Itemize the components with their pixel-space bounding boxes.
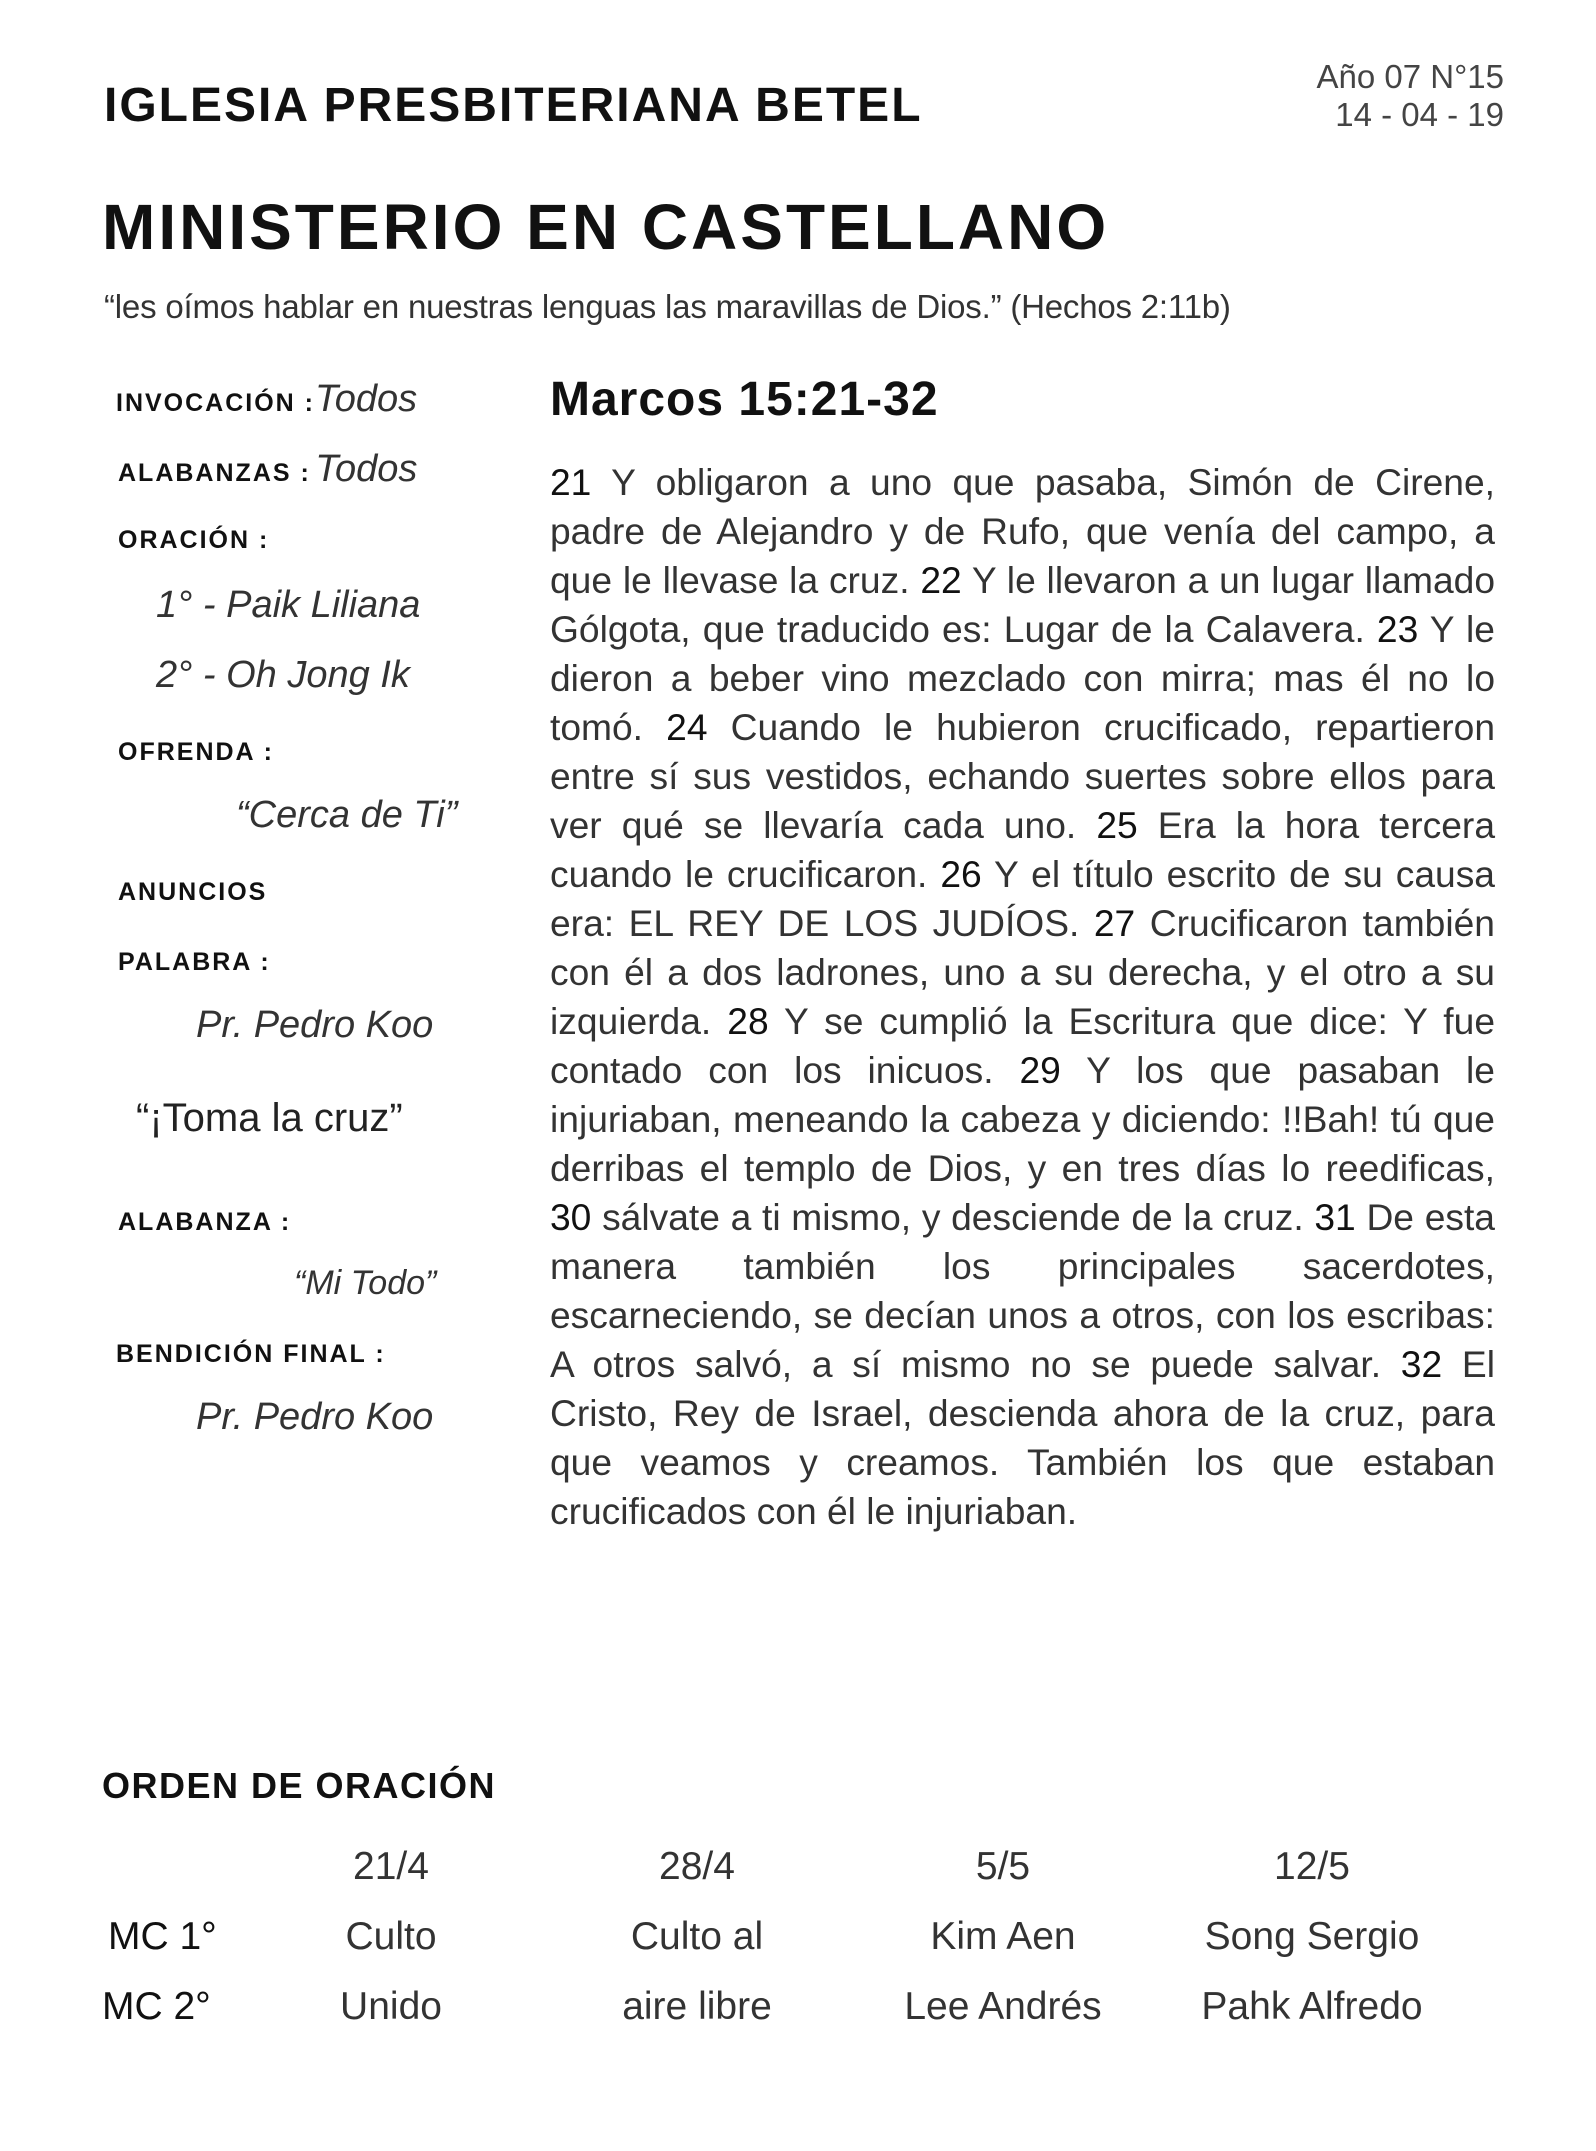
verse-number: 28 <box>727 1000 769 1042</box>
church-name: IGLESIA PRESBITERIANA BETEL <box>104 79 923 132</box>
verse-text: El Cristo, Rey de Israel, descienda ahora de la cruz, para que veamos y creamos. También los que estaban crucificados con él le injuriaban. <box>550 1343 1495 1532</box>
invocacion-label: INVOCACIÓN : <box>116 389 315 417</box>
prayer-order-title: ORDEN DE ORACIÓN <box>102 1765 497 1806</box>
verse-number: 24 <box>666 706 708 748</box>
passage-title: Marcos 15:21-32 <box>550 373 939 426</box>
issue-info <box>1317 58 1505 134</box>
date-header: 12/5 <box>1274 1845 1350 1888</box>
verse-text: Era la hora tercera cuando le crucificaron. <box>550 804 1496 895</box>
ofrenda-label: OFRENDA : <box>118 738 274 766</box>
verse-number: 30 <box>550 1196 592 1238</box>
palabra-label: PALABRA : <box>118 948 271 976</box>
passage-text <box>550 458 1495 1536</box>
table-cell: Culto al <box>630 1915 764 1958</box>
alabanzas-value: Todos <box>315 448 418 490</box>
verse-number: 21 <box>550 461 592 503</box>
issue-date: 14 - 04 - 19 <box>1335 96 1504 133</box>
date-header: 5/5 <box>975 1845 1031 1888</box>
verse-number: 25 <box>1096 804 1138 846</box>
table-cell: Pahk Alfredo <box>1201 1985 1423 2028</box>
sermon-title: “¡Toma la cruz” <box>136 1096 403 1140</box>
verse-number: 31 <box>1314 1196 1356 1238</box>
table-cell: Culto <box>345 1915 437 1958</box>
issue-number: Año 07 N°15 <box>1316 58 1504 95</box>
invocacion-row <box>116 378 417 421</box>
bendicion-value: Pr. Pedro Koo <box>196 1396 434 1438</box>
alabanza-value: “Mi Todo” <box>294 1264 437 1302</box>
palabra-value: Pr. Pedro Koo <box>196 1004 434 1046</box>
row-label: MC 2° <box>102 1985 211 2028</box>
verse-text: Y le llevaron a un lugar llamado Gólgota, que traducido es: Lugar de la Calavera. <box>550 559 1496 650</box>
verse-text: Y obligaron a uno que pasaba, Simón de Cirene, padre de Alejandro y de Rufo, que venía del campo, a que le llevase la cruz. <box>550 461 1495 601</box>
verse-text: Crucificaron también con él a dos ladrones, uno a su derecha, y el otro a su izquierda. <box>550 902 1495 1042</box>
row-label: MC 1° <box>108 1915 217 1958</box>
verse-number: 29 <box>1019 1049 1061 1091</box>
verse-text: Y le dieron a beber vino mezclado con mirra; mas él no lo tomó. <box>550 608 1495 748</box>
verse-text: sálvate a ti mismo, y desciende de la cruz. <box>591 1196 1315 1238</box>
page-title: MINISTERIO EN CASTELLANO <box>102 191 1110 263</box>
table-cell: Kim Aen <box>930 1915 1076 1958</box>
verse-text: Y los que pasaban le injuriaban, meneando la cabeza y diciendo: !!Bah! tú que derribas el templo de Dios, y en tres días lo reedificas, <box>550 1049 1495 1189</box>
verse-number: 26 <box>940 853 982 895</box>
oracion-first: 1° - Paik Liliana <box>156 584 421 626</box>
verse-number: 27 <box>1093 902 1136 944</box>
header-quote: “les oímos hablar en nuestras lenguas las maravillas de Dios.” (Hechos 2:11b) <box>104 288 1231 325</box>
verse-text: Y se cumplió la Escritura que dice: Y fue contado con los inicuos. <box>550 1000 1496 1091</box>
alabanzas-label: ALABANZAS : <box>118 459 311 487</box>
date-header: 28/4 <box>659 1845 735 1888</box>
alabanzas-row <box>118 448 417 491</box>
verse-number: 32 <box>1400 1343 1443 1385</box>
verse-text: Cuando le hubieron crucificado, repartieron entre sí sus vestidos, echando suertes sobre ellos para ver qué se llevaría cada uno. <box>550 706 1495 846</box>
verse-text: De esta manera también los principales sacerdotes, escarneciendo, se decían unos a otros, con los escribas: A otros salvó, a sí mismo no se puede salvar. <box>550 1196 1495 1385</box>
table-cell: Song Sergio <box>1204 1915 1420 1958</box>
ofrenda-value: “Cerca de Ti” <box>236 794 458 836</box>
bendicion-label: BENDICIÓN FINAL : <box>116 1340 386 1368</box>
oracion-label: ORACIÓN : <box>118 526 270 554</box>
alabanza-label: ALABANZA : <box>118 1208 292 1236</box>
verse-text: Y el título escrito de su causa era: EL REY DE LOS JUDÍOS. <box>550 853 1495 944</box>
table-cell: Lee Andrés <box>904 1985 1102 2028</box>
invocacion-value: Todos <box>315 378 418 420</box>
oracion-second: 2° - Oh Jong Ik <box>156 654 410 696</box>
verse-number: 23 <box>1376 608 1419 650</box>
date-header: 21/4 <box>353 1845 429 1888</box>
table-cell: aire libre <box>622 1985 772 2028</box>
verse-number: 22 <box>920 559 962 601</box>
table-cell: Unido <box>340 1985 442 2028</box>
anuncios-label: ANUNCIOS <box>118 878 268 906</box>
